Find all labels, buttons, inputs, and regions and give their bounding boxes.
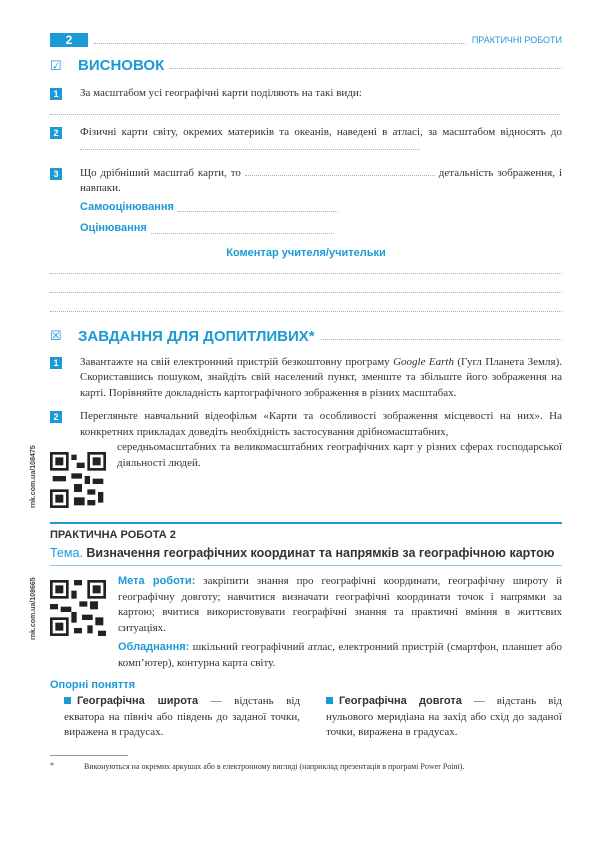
item-number: 2 <box>50 127 62 139</box>
comment-line[interactable] <box>50 311 562 312</box>
teacher-comment-label: Коментар учителя/учительки <box>226 246 386 259</box>
assessment-label: Оцінювання <box>80 222 147 234</box>
answer-line[interactable] <box>50 114 560 115</box>
conclusion-item-3: Що дрібніший масштаб карти, то <box>80 166 241 179</box>
curious-item-2: Перегляньте навчальний відеофільм «Карти та особливості зображення місцевості на них». На конкретних прикладах доведіть необхідність застосування дрібномасштабних, <box>80 410 562 438</box>
qr-code[interactable] <box>50 452 106 508</box>
concept-latitude: Географічна широта — відстань від екватора на північ або південь до заданої точки, виражена в градусах. <box>64 695 300 738</box>
cross-box-icon: ☒ <box>50 328 62 343</box>
conclusion-item-3-cont: зображення, і навпаки. <box>80 166 562 194</box>
qr-code[interactable] <box>50 580 106 636</box>
curious-item-1: Завантажте на свій електронний пристрій безкоштовну програму Google Earth (Гугл Планета Земля). Скориставшись пошуком, знайдіть свій населений пункт, зменште та збільште його зображення на карті. Порівняйте докладність картографічного зображення в різних масштабах. <box>80 355 562 399</box>
footnote: Виконуються на окремих аркушах або в електронному вигляді (наприклад презентація в програмі Power Point). <box>84 761 465 771</box>
comment-line[interactable] <box>50 292 562 293</box>
page-number: 2 <box>50 33 88 47</box>
footnote-mark: * <box>50 760 54 770</box>
conclusion-item-1: За масштабом усі географічні карти поділяють на такі види: <box>80 87 362 99</box>
answer-line[interactable] <box>245 166 435 176</box>
equipment: Обладнання: шкільний географічний атлас, електронний пристрій (смартфон, планшет або комп’ютер), контурна карта світу. <box>118 641 562 669</box>
qr-link[interactable]: rnk.com.ua/108665 <box>30 577 37 640</box>
checkbox-icon: ☑ <box>50 57 62 73</box>
item-number: 3 <box>50 168 62 180</box>
qr-link[interactable]: rnk.com.ua/108475 <box>30 445 37 508</box>
practical-title: ПРАКТИЧНА РОБОТА 2 <box>50 529 176 541</box>
item-number: 2 <box>50 411 62 423</box>
conclusion-item-2-block <box>80 125 562 156</box>
conclusion-heading: ВИСНОВОК <box>78 57 165 74</box>
concepts-list <box>50 694 562 741</box>
goal: Мета роботи: закріпити знання про географічні координати, географічну широту й географічну довготу; навчитися визначати географічні координати точок і напрямки за картою; вчитися використовувати географічні знання та практичні вміння в життєвих ситуаціях. <box>118 575 562 634</box>
answer-line[interactable] <box>80 140 420 150</box>
page-column <box>30 0 563 772</box>
item-number: 1 <box>50 88 62 100</box>
section-title: ПРАКТИЧНІ РОБОТИ <box>471 35 562 45</box>
self-assessment-field[interactable] <box>178 211 338 212</box>
practical-topic: Тема. Визначення географічних координат та напрямків за географічною картою <box>50 546 555 560</box>
item-number: 1 <box>50 357 62 369</box>
footnote-row <box>50 761 562 772</box>
self-assessment-label: Самооцінювання <box>80 200 174 213</box>
concepts-title: Опорні поняття <box>50 679 136 691</box>
concept-longitude: Географічна довгота — відстань від нульового меридіана на захід або схід до заданої точки, виражена в градусах. <box>326 695 563 738</box>
conclusion-item-2: Фізичні карти світу, окремих материків та океанів, наведені в атласі, за масштабом <box>80 125 496 138</box>
conclusion-item-3-block <box>80 166 562 237</box>
page-header <box>50 33 562 47</box>
practical-intro <box>30 574 562 671</box>
conclusion-item-3-end: детальність <box>438 166 494 179</box>
curious-qr-row <box>30 440 562 508</box>
assessment-field[interactable] <box>151 233 334 234</box>
curious-heading: ЗАВДАННЯ ДЛЯ ДОПИТЛИВИХ* <box>78 327 315 345</box>
conclusion-item-2-cont: відносять до <box>500 125 563 138</box>
comment-line[interactable] <box>50 273 562 274</box>
curious-item-2-cont: середньомасштабних та великомасштабних географічних карт у різних сферах господарської діяльності людей. <box>117 441 562 469</box>
